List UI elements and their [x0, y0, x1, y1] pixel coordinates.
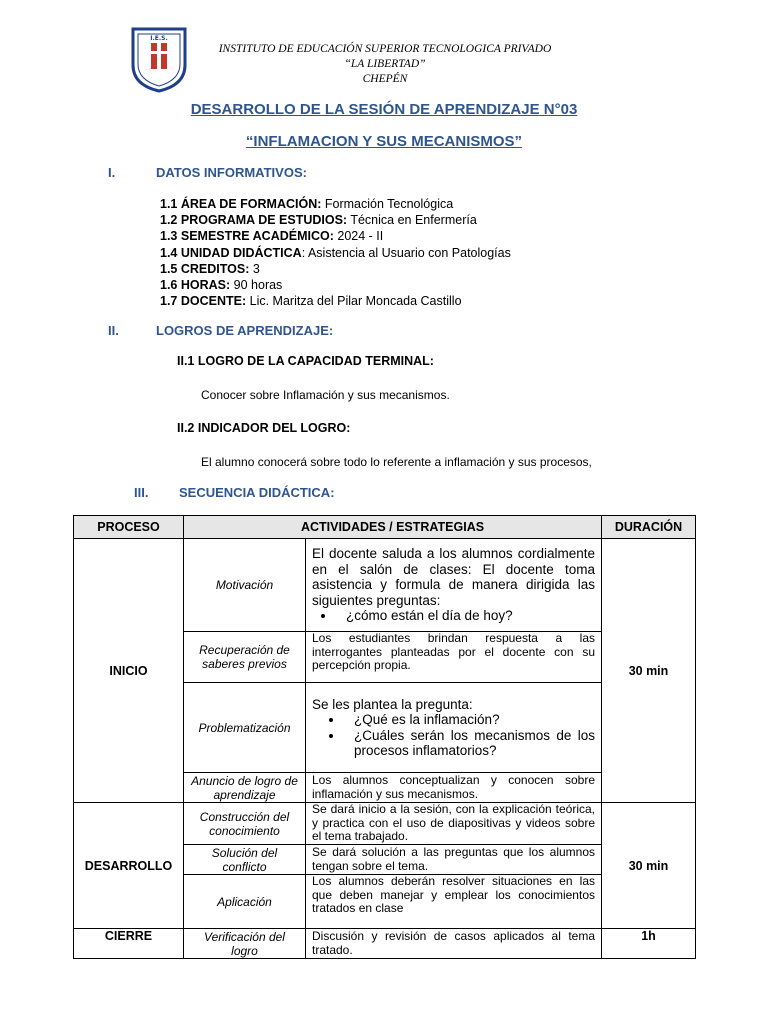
activity-problematizacion: Problematización	[184, 683, 306, 773]
info-item: 1.2 PROGRAMA DE ESTUDIOS: Técnica en Enfermería	[160, 213, 477, 228]
description-recuperacion: Los estudiantes brindan respuesta a las interrogantes planteadas por el docente con su percepción propia.	[306, 632, 602, 683]
description-solucion: Se dará solución a las preguntas que los alumnos tengan sobre el tema.	[306, 845, 602, 875]
activity-anuncio: Anuncio de logro de aprendizaje	[184, 773, 306, 803]
subsection-2-2: II.2 INDICADOR DEL LOGRO:	[177, 421, 351, 435]
subsection-2-1: II.1 LOGRO DE LA CAPACIDAD TERMINAL:	[177, 354, 434, 368]
description-problematizacion: Se les plantea la pregunta: • ¿Qué es la inflamación? • ¿Cuáles serán los mecanismos de los procesos inflamatorios?	[306, 683, 602, 773]
svg-text:I.E.S.: I.E.S.	[150, 35, 168, 42]
description-verificacion: Discusión y revisión de casos aplicados al tema tratado.	[306, 929, 602, 959]
activity-solucion: Solución del conflicto	[184, 845, 306, 875]
document-subtitle: “INFLAMACION Y SUS MECANISMOS”	[245, 133, 523, 150]
list-item: • ¿Cuáles serán los mecanismos de los procesos inflamatorios?	[344, 728, 595, 759]
subsection-2-2-text: El alumno conocerá sobre todo lo referente a inflamación y sus procesos,	[201, 455, 592, 469]
section-2-title: LOGROS DE APRENDIZAJE:	[156, 323, 334, 338]
activity-aplicacion: Aplicación	[184, 875, 306, 929]
list-item: • ¿Qué es la inflamación?	[344, 712, 595, 728]
didactic-sequence-table	[73, 515, 696, 959]
table-row	[74, 539, 696, 632]
duracion-inicio: 30 min	[602, 539, 696, 803]
activity-motivacion: Motivación	[184, 539, 306, 632]
info-item: 1.7 DOCENTE: Lic. Maritza del Pilar Moncada Castillo	[160, 294, 462, 309]
duracion-cierre: 1h	[602, 929, 696, 959]
proceso-inicio: INICIO	[74, 539, 184, 803]
activity-recuperacion: Recuperación de saberes previos	[184, 632, 306, 683]
section-2-number: II.	[108, 323, 119, 338]
duracion-desarrollo: 30 min	[602, 803, 696, 929]
institute-city: CHEPÉN	[362, 73, 408, 85]
info-item: 1.5 CREDITOS: 3	[160, 261, 260, 276]
subsection-2-1-text: Conocer sobre Inflamación y sus mecanismos.	[201, 388, 450, 402]
proceso-desarrollo: DESARROLLO	[74, 803, 184, 929]
info-item: 1.6 HORAS: 90 horas	[160, 278, 283, 293]
description-aplicacion: Los alumnos deberán resolver situaciones en las que deben manejar y emplear los conocimientos tratados en clase	[306, 875, 602, 929]
section-1-title: DATOS INFORMATIVOS:	[156, 165, 307, 180]
description-motivacion: El docente saluda a los alumnos cordialmente en el salón de clases: El docente toma asistencia y formula de manera dirigida las siguientes preguntas: • ¿cómo están el día de hoy?	[306, 539, 602, 632]
institute-short-name: “LA LIBERTAD”	[344, 58, 426, 70]
header-actividades: ACTIVIDADES / ESTRATEGIAS	[184, 516, 602, 539]
section-1-number: I.	[108, 165, 116, 180]
header-duracion: DURACIÓN	[602, 516, 696, 539]
info-item: 1.1 ÁREA DE FORMACIÓN: Formación Tecnológica	[160, 197, 454, 211]
activity-verificacion: Verificación del logro	[184, 929, 306, 959]
info-item: 1.3 SEMESTRE ACADÉMICO: 2024 - II	[160, 229, 384, 244]
list-item: • ¿cómo están el día de hoy?	[336, 608, 595, 624]
institute-logo	[129, 25, 189, 93]
description-construccion: Se dará inicio a la sesión, con la explicación teórica, y practica con el uso de diapositivas y videos sobre el tema trabajado.	[306, 803, 602, 845]
section-3-number: III.	[134, 485, 149, 500]
info-item: 1.4 UNIDAD DIDÁCTICA: Asistencia al Usuario con Patologías	[160, 245, 511, 260]
table-row	[74, 929, 696, 959]
description-anuncio: Los alumnos conceptualizan y conocen sobre inflamación y sus mecanismos.	[306, 773, 602, 803]
table-header-row	[74, 516, 696, 539]
section-3-title: SECUENCIA DIDÁCTICA:	[179, 485, 335, 500]
institute-name: INSTITUTO DE EDUCACIÓN SUPERIOR TECNOLOGICA PRIVADO	[218, 43, 552, 55]
info-list	[160, 196, 511, 309]
header-proceso: PROCESO	[74, 516, 184, 539]
table-row	[74, 803, 696, 845]
document-title: DESARROLLO DE LA SESIÓN DE APRENDIZAJE N°03	[190, 101, 578, 118]
activity-construccion: Construcción del conocimiento	[184, 803, 306, 845]
proceso-cierre: CIERRE	[74, 929, 184, 959]
